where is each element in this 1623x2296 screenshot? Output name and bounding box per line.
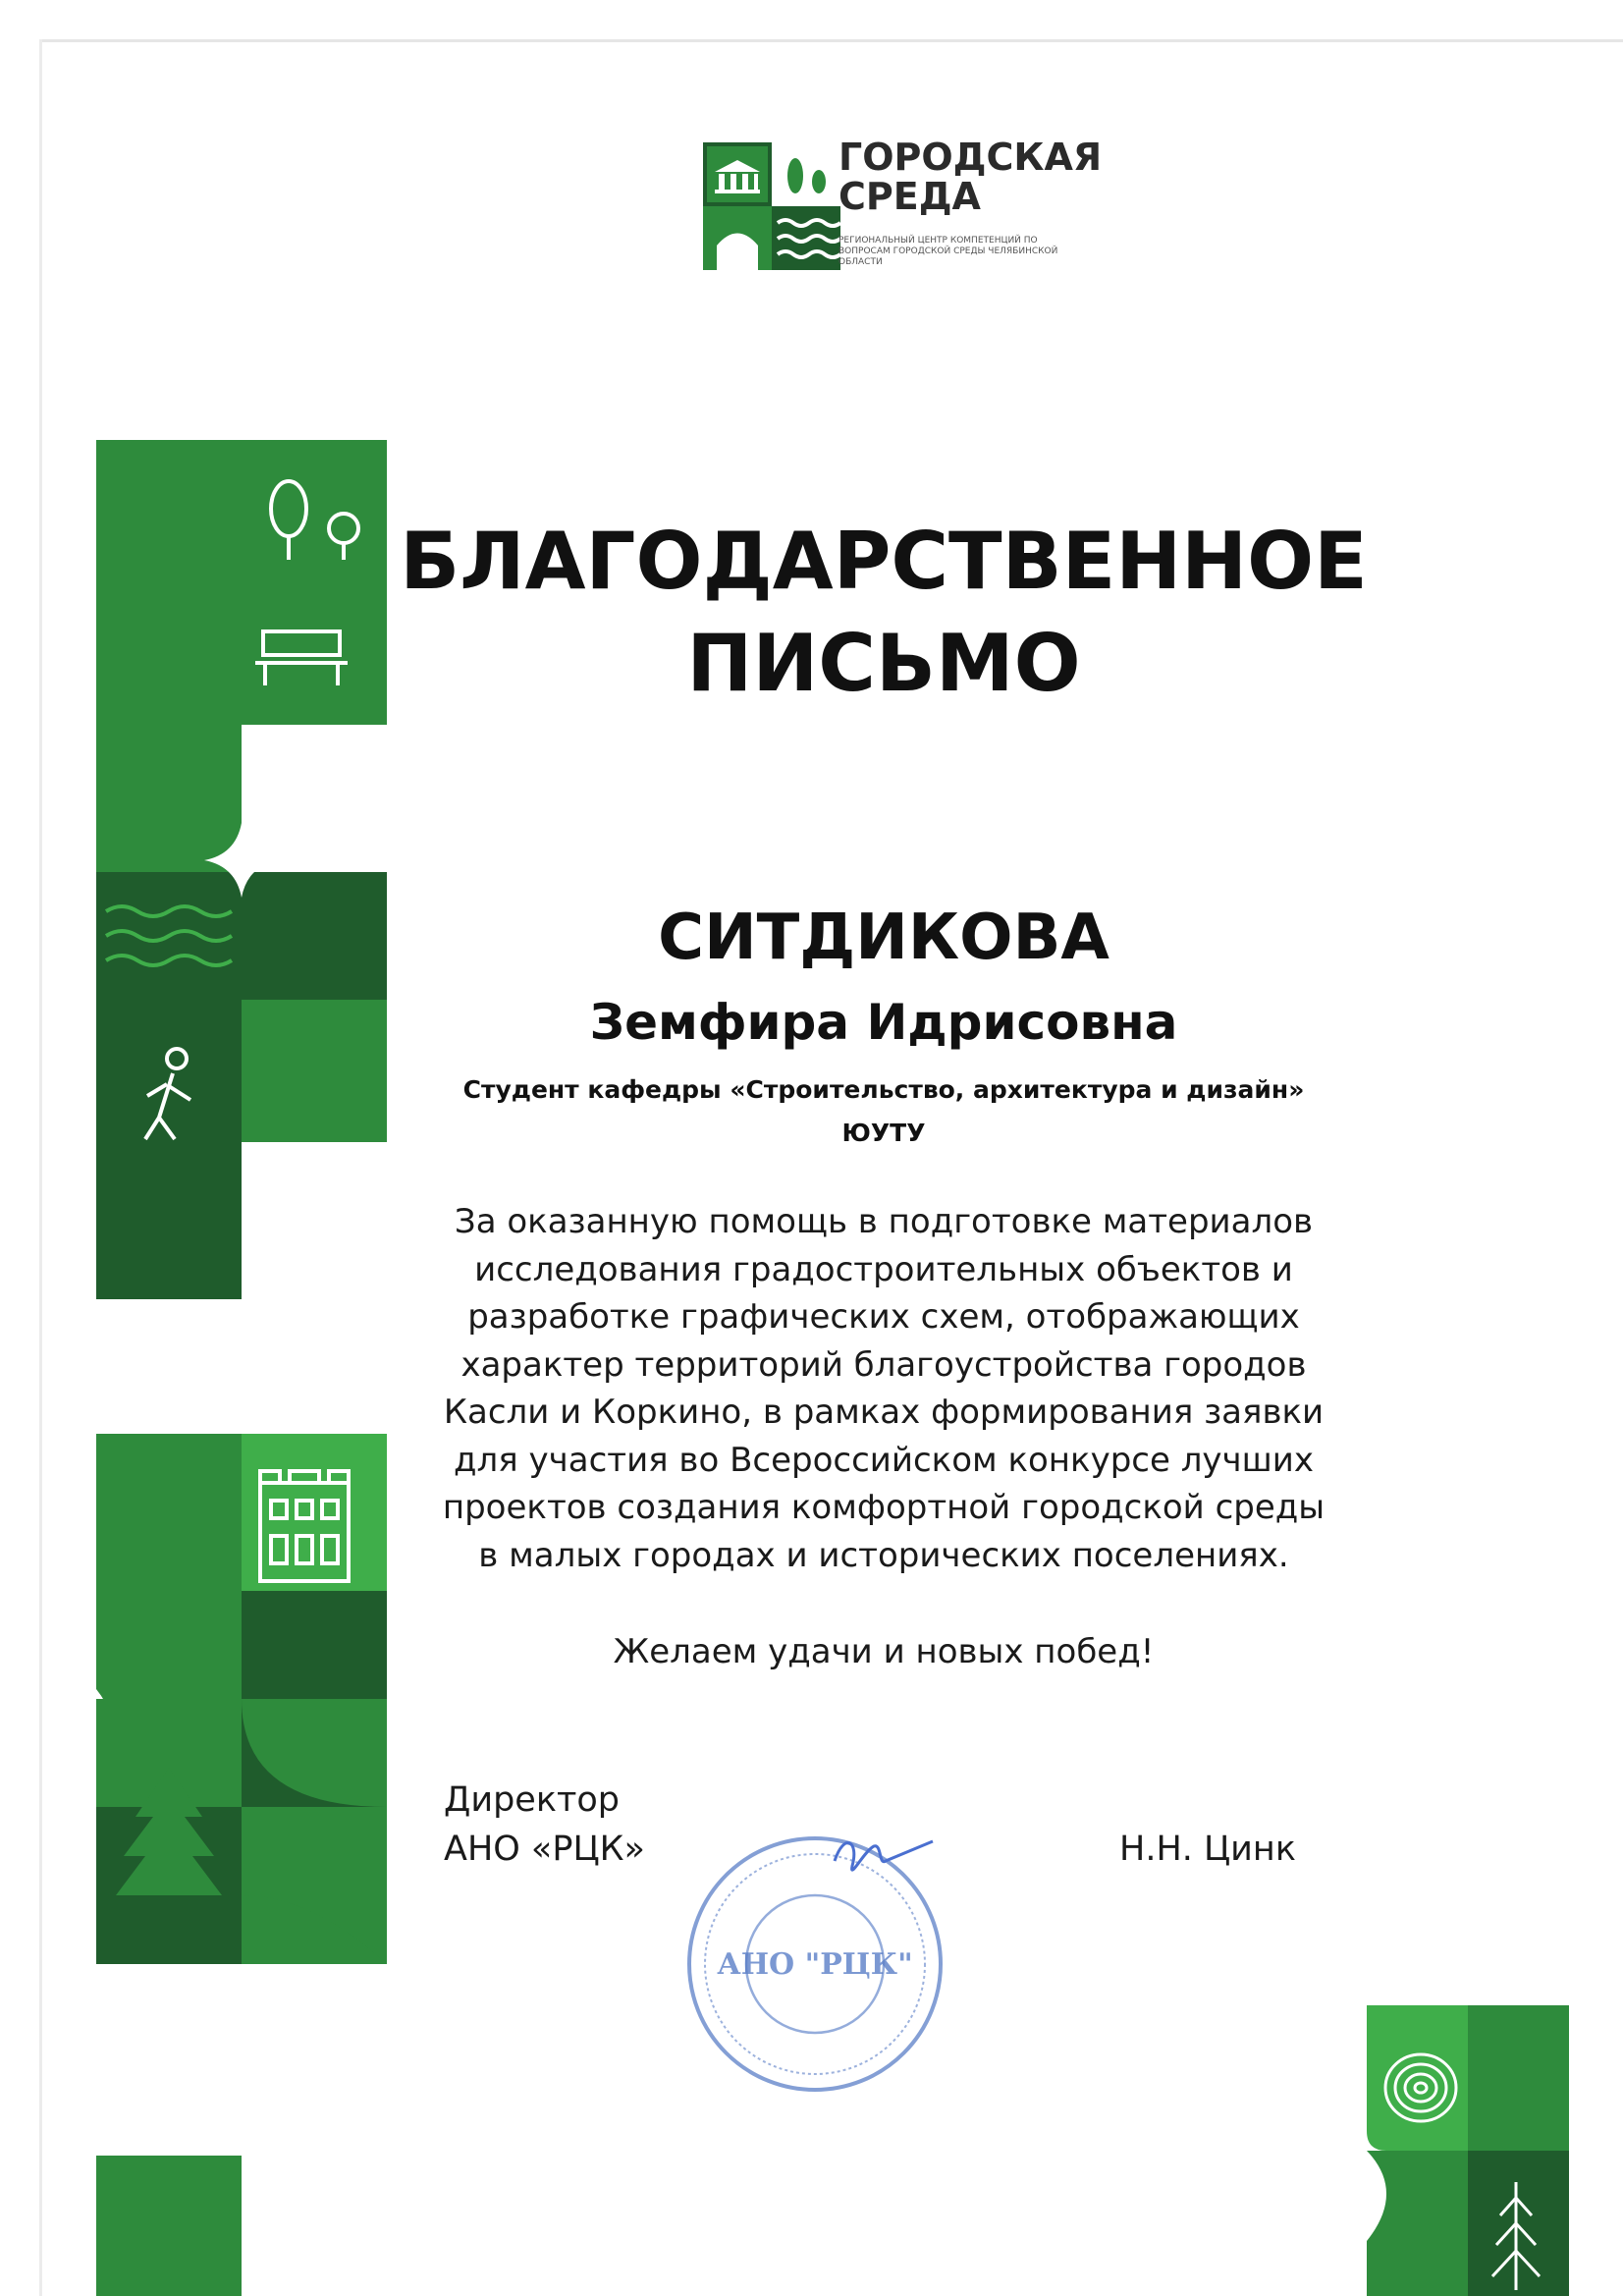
body-line: характер территорий благоустройства городов: [460, 1344, 1307, 1385]
recipient-role: [324, 1068, 1443, 1155]
body-line: в малых городах и исторических поселениях.: [478, 1535, 1289, 1575]
signer-name: Н.Н. Цинк: [1119, 1830, 1296, 1869]
body-line: проектов создания комфортной городской среды: [442, 1488, 1325, 1527]
wish-text: Желаем удачи и новых побед!: [613, 1632, 1155, 1671]
body-line: исследования градостроительных объектов и: [474, 1249, 1293, 1289]
recipient-surname: СИТДИКОВА: [658, 902, 1109, 974]
position-line-2: АНО «РЦК»: [444, 1830, 645, 1869]
handwritten-signature: [835, 1841, 933, 1870]
title-line-2: ПИСЬМО: [686, 618, 1081, 709]
decorative-strip-lower: [96, 1434, 387, 1964]
title-line-1: БЛАГОДАРСТВЕННОЕ: [400, 516, 1368, 607]
scan-edge: [39, 39, 42, 2296]
body-line: Касли и Коркино, в рамках формирования заявки: [443, 1393, 1325, 1432]
logo-subtitle: РЕГИОНАЛЬНЫЙ ЦЕНТР КОМПЕТЕНЦИЙ ПО ВОПРОСАМ ГОРОДСКОЙ СРЕДЫ ЧЕЛЯБИНСКОЙ ОБЛАСТИ: [839, 236, 1058, 267]
body-line: разработке графических схем, отображающих: [467, 1297, 1300, 1337]
logo-line-2: СРЕДА: [839, 175, 981, 218]
signatory-position: [444, 1776, 645, 1874]
stamp-center-text: АНО "РЦК": [717, 1947, 913, 1982]
body-line: для участия во Всероссийском конкурсе лучших: [454, 1440, 1314, 1480]
role-line-1: Студент кафедры «Строительство, архитектура и дизайн»: [462, 1075, 1305, 1104]
scan-edge: [39, 39, 1623, 42]
decorative-strip-bottom-right: [1367, 2005, 1569, 2296]
logo-line-1: ГОРОДСКАЯ: [839, 136, 1103, 179]
logo-wordmark: [839, 137, 1102, 216]
page-title: [324, 511, 1443, 715]
position-line-1: Директор: [444, 1780, 620, 1820]
letter-body: [393, 1198, 1375, 1579]
official-stamp: [668, 1812, 962, 2106]
body-line: За оказанную помощь в подготовке материалов: [454, 1202, 1314, 1241]
logo-emblem: [703, 142, 840, 270]
recipient-name: Земфира Идрисовна: [589, 994, 1178, 1051]
role-line-2: ЮУТУ: [841, 1119, 926, 1147]
decorative-corner-bottom-left: [96, 2156, 242, 2296]
